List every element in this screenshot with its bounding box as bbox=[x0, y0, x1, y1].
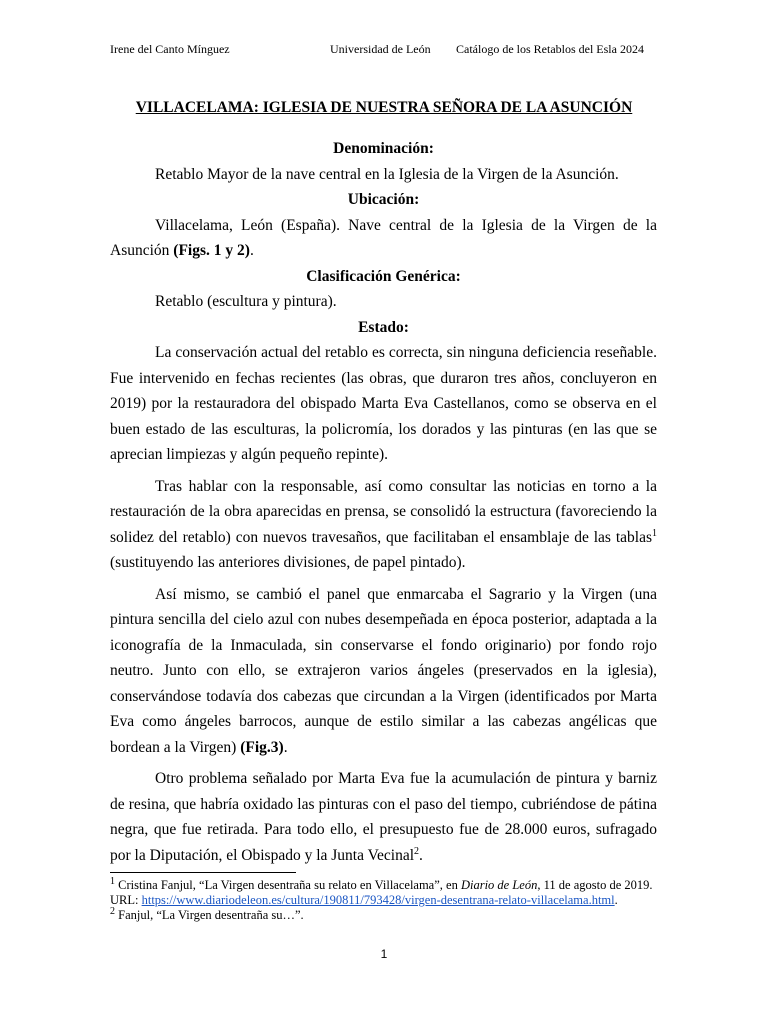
p4-text: Otro problema señalado por Marta Eva fue la acumulación de pintura y barniz de resina, que habría oxidado las pinturas con el paso del tiempo, cubriéndose de pátina negra, que fue retirada. Para todo ello, el presupuesto fue de 28.000 euros, sufragado por la Diputación, el Obispado y la Junta Vecinal bbox=[110, 770, 657, 864]
header-catalog: Catálogo de los Retablos del Esla 2024 bbox=[456, 42, 644, 56]
header-university: Universidad de León bbox=[330, 42, 431, 56]
page-title: VILLACELAMA: IGLESIA DE NUESTRA SEÑORA DE LA ASUNCIÓN bbox=[135, 99, 633, 116]
p3-text: Así mismo, se cambió el panel que enmarcaba el Sagrario y la Virgen (una pintura sencilla del cielo azul con nubes desempeñada en época posterior, adaptada a la iconografía de la Inmaculada, sin conservarse el fondo originario) por fondo rojo neutro. Junto con ello, se extrajeron varios ángeles (preservados en la iglesia), conservándose todavía dos cabezas que circundan a la Virgen (identificados por Marta Eva como ángeles barrocos, aunque de estilo similar a las cabezas angélicas que bordean a la Virgen) bbox=[110, 585, 657, 756]
footnote-1-text: Cristina Fanjul, “La Virgen desentraña su relato en Villacelama”, en bbox=[115, 878, 461, 892]
footnote-ref-1[interactable]: 1 bbox=[652, 527, 657, 539]
footnote-2-number: 2 bbox=[110, 905, 115, 917]
text-denominacion: Retablo Mayor de la nave central en la Iglesia de la Virgen de la Asunción. bbox=[155, 165, 619, 183]
figs-ref-1-2: (Figs. 1 y 2) bbox=[173, 242, 250, 259]
heading-clasificacion: Clasificación Genérica: bbox=[306, 267, 461, 285]
footnote-1-date: , 11 de agosto de 2019. URL: bbox=[110, 878, 653, 907]
paragraph-estado-1: La conservación actual del retablo es correcta, sin ninguna deficiencia reseñable. Fue intervenido en fechas recientes (las obras, que duraron tres años, concluyeron en 2019) por la restauradora del obispado Marta Eva Castellanos, como se observa en el buen estado de las esculturas, la policromía, los dorados y las pinturas (en las que se aprecian limpiezas y algún pequeño repinte). bbox=[110, 344, 657, 463]
footnote-1-source: Diario de León bbox=[460, 878, 538, 892]
heading-denominacion: Denominación: bbox=[333, 140, 434, 157]
paragraph-estado-2 bbox=[110, 474, 657, 576]
footnotes bbox=[110, 875, 658, 923]
heading-ubicacion: Ubicación: bbox=[347, 191, 420, 208]
footnote-1-end: . bbox=[614, 893, 618, 907]
footnote-1 bbox=[110, 875, 658, 908]
footnote-1-link[interactable]: https://www.diariodeleon.es/cultura/190811/793428/virgen-desentrana-relato-villacelama.html bbox=[141, 893, 615, 907]
paragraph-estado-4 bbox=[110, 766, 657, 868]
ubicacion-text: Villacelama, León (España). Nave central de la Iglesia de la Virgen de la Asunción bbox=[110, 216, 657, 259]
fig-ref-3: (Fig.3) bbox=[240, 738, 284, 756]
text-ubicacion bbox=[110, 213, 657, 264]
p2-text: Tras hablar con la responsable, así como consultar las noticias en torno a la restauración de la obra aparecidas en prensa, se consolidó la estructura (favoreciendo la solidez del retablo) con nuevos travesaños, que facilitaban el ensamblaje de las tablas bbox=[110, 477, 657, 546]
page-number: 1 bbox=[380, 947, 388, 961]
footnote-ref-2[interactable]: 2 bbox=[414, 845, 420, 857]
footnote-1-number: 1 bbox=[110, 875, 115, 887]
document-body bbox=[110, 136, 657, 868]
header-author: Irene del Canto Mínguez bbox=[110, 42, 230, 56]
ubicacion-end: . bbox=[249, 242, 254, 259]
p3-end: . bbox=[283, 738, 288, 756]
text-clasificacion: Retablo (escultura y pintura). bbox=[155, 293, 337, 310]
heading-estado: Estado: bbox=[358, 318, 409, 336]
p2-text-end: (sustituyendo las anteriores divisiones, de papel pintado). bbox=[110, 554, 466, 571]
footnote-2 bbox=[110, 905, 658, 923]
footnote-2-text: Fanjul, “La Virgen desentraña su…”. bbox=[115, 908, 304, 922]
paragraph-estado-3 bbox=[110, 582, 657, 761]
footnote-separator bbox=[110, 872, 296, 873]
p4-end: . bbox=[419, 846, 423, 864]
